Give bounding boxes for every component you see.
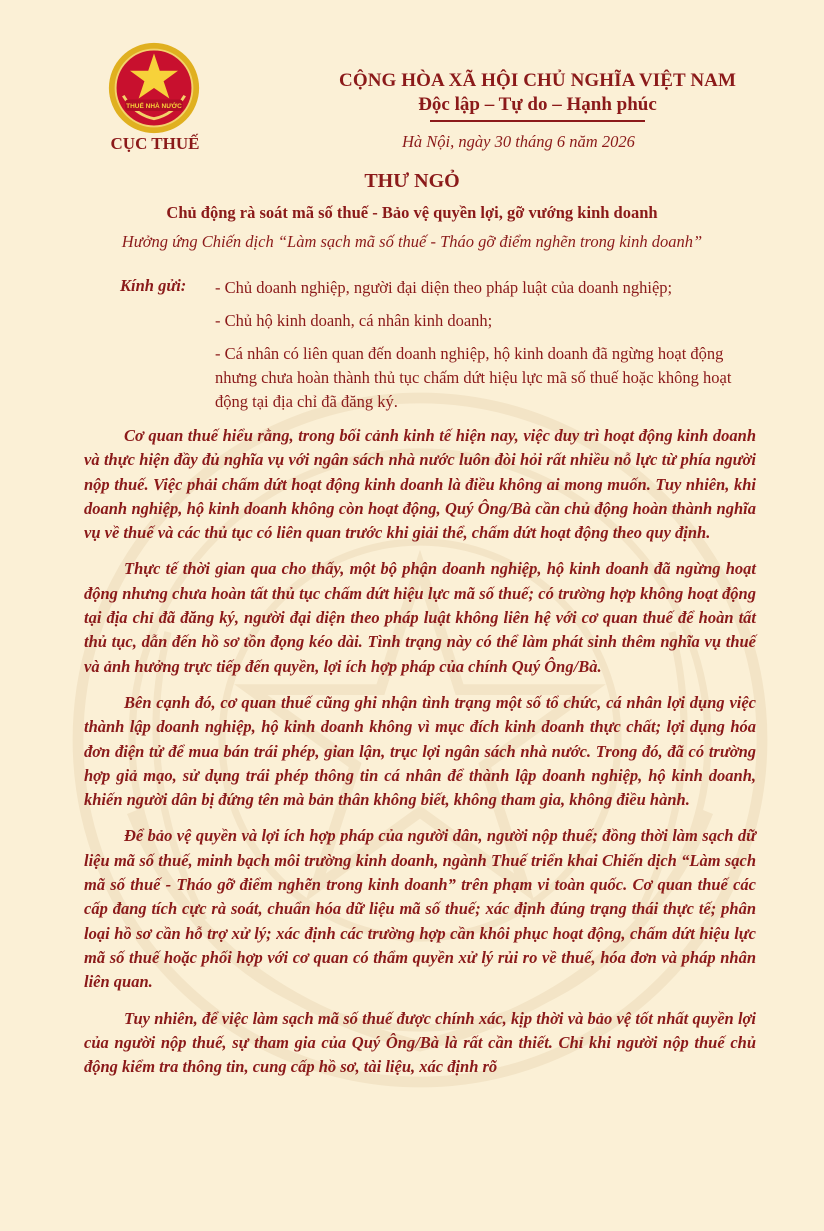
campaign-line: Hưởng ứng Chiến dịch “Làm sạch mã số thuế - Tháo gỡ điểm nghẽn trong kinh doanh”	[121, 232, 703, 251]
body-paragraph: Thực tế thời gian qua cho thấy, một bộ phận doanh nghiệp, hộ kinh doanh đã ngừng hoạt động nhưng chưa hoàn tất thủ tục chấm dứt hiệu lực mã số thuế; có trường hợp không hoạt động tại địa chỉ đã đăng ký, người đại diện theo pháp luật không liên hệ với cơ quan thuế để hoàn tất thủ tục, dẫn đến hồ sơ tồn đọng kéo dài. Tình trạng này có thể làm phát sinh thêm nghĩa vụ thuế và ảnh hưởng trực tiếp đến quyền, lợi ích hợp pháp của chính Quý Ông/Bà.	[84, 559, 756, 676]
recipient-item: - Cá nhân có liên quan đến doanh nghiệp, hộ kinh doanh đã ngừng hoạt động nhưng chưa hoàn thành thủ tục chấm dứt hiệu lực mã số thuế hoặc không hoạt động tại địa chỉ đã đăng ký.	[215, 344, 732, 411]
letter-subtitle: Chủ động rà soát mã số thuế - Bảo vệ quyền lợi, gỡ vướng kinh doanh	[166, 203, 658, 222]
body-paragraph: Tuy nhiên, để việc làm sạch mã số thuế được chính xác, kịp thời và bảo vệ tốt nhất quyền lợi của người nộp thuế, sự tham gia của Quý Ông/Bà là rất cần thiết. Chỉ khi người nộp thuế chủ động kiểm tra thông tin, cung cấp hồ sơ, tài liệu, xác định rõ	[84, 1008, 756, 1077]
recipient-item: - Chủ hộ kinh doanh, cá nhân kinh doanh;	[215, 311, 493, 330]
country-name: CỘNG HÒA XÃ HỘI CHỦ NGHĨA VIỆT NAM	[339, 70, 736, 91]
recipients-block	[120, 276, 740, 423]
body-paragraph: Bên cạnh đó, cơ quan thuế cũng ghi nhận tình trạng một số tổ chức, cá nhân lợi dụng việc thành lập doanh nghiệp, hộ kinh doanh không vì mục đích kinh doanh thực chất; lợi dụng hóa đơn điện tử để mua bán trái phép, gian lận, trục lợi ngân sách nhà nước. Trong đó, đã có trường hợp giả mạo, sử dụng trái phép thông tin cá nhân để thành lập doanh nghiệp, hộ kinh doanh, khiến người dân bị đứng tên mà bản thân không biết, không tham gia, không điều hành.	[84, 692, 756, 810]
body-paragraph: Cơ quan thuế hiểu rằng, trong bối cảnh kinh tế hiện nay, việc duy trì hoạt động kinh doanh và thực hiện đầy đủ nghĩa vụ với ngân sách nhà nước luôn đòi hỏi rất nhiều nỗ lực từ phía người nộp thuế. Việc phải chấm dứt hoạt động kinh doanh là điều không ai mong muốn. Tuy nhiên, khi doanh nghiệp, hộ kinh doanh không còn hoạt động, Quý Ông/Bà cần chủ động hoàn thành nghĩa vụ về thuế và các thủ tục có liên quan trước khi giải thể, chấm dứt hoạt động theo quy định.	[84, 426, 756, 543]
letter-body	[84, 424, 756, 1091]
recipients-label: Kính gửi:	[120, 276, 187, 295]
letter-title: THƯ NGỎ	[364, 170, 460, 192]
agency-name: CỤC THUẾ	[110, 134, 200, 153]
recipient-item: - Chủ doanh nghiệp, người đại diện theo pháp luật của doanh nghiệp;	[215, 278, 673, 297]
tax-emblem-icon	[106, 40, 202, 136]
motto: Độc lập – Tự do – Hạnh phúc	[418, 94, 657, 115]
letter-date: Hà Nội, ngày 30 tháng 6 năm 2026	[402, 132, 635, 151]
national-motto	[310, 70, 765, 122]
emblem-caption: THUẾ NHÀ NƯỚC	[126, 103, 182, 110]
motto-underline	[430, 120, 645, 122]
body-paragraph: Để bảo vệ quyền và lợi ích hợp pháp của người dân, người nộp thuế; đồng thời làm sạch dữ liệu mã số thuế, minh bạch môi trường kinh doanh, ngành Thuế triển khai Chiến dịch “Làm sạch mã số thuế - Tháo gỡ điểm nghẽn trong kinh doanh” trên phạm vi toàn quốc. Cơ quan thuế các cấp đang tích cực rà soát, chuẩn hóa dữ liệu mã số thuế; xác định đúng trạng thái thực tế; phân loại hồ sơ cần hỗ trợ xử lý; xác định các trường hợp cần khôi phục hoạt động, chấm dứt hiệu lực mã số thuế hoặc phối hợp với cơ quan có thẩm quyền xử lý rủi ro về thuế, hóa đơn và pháp nhân liên quan.	[84, 826, 756, 992]
tax-emblem	[104, 40, 204, 141]
